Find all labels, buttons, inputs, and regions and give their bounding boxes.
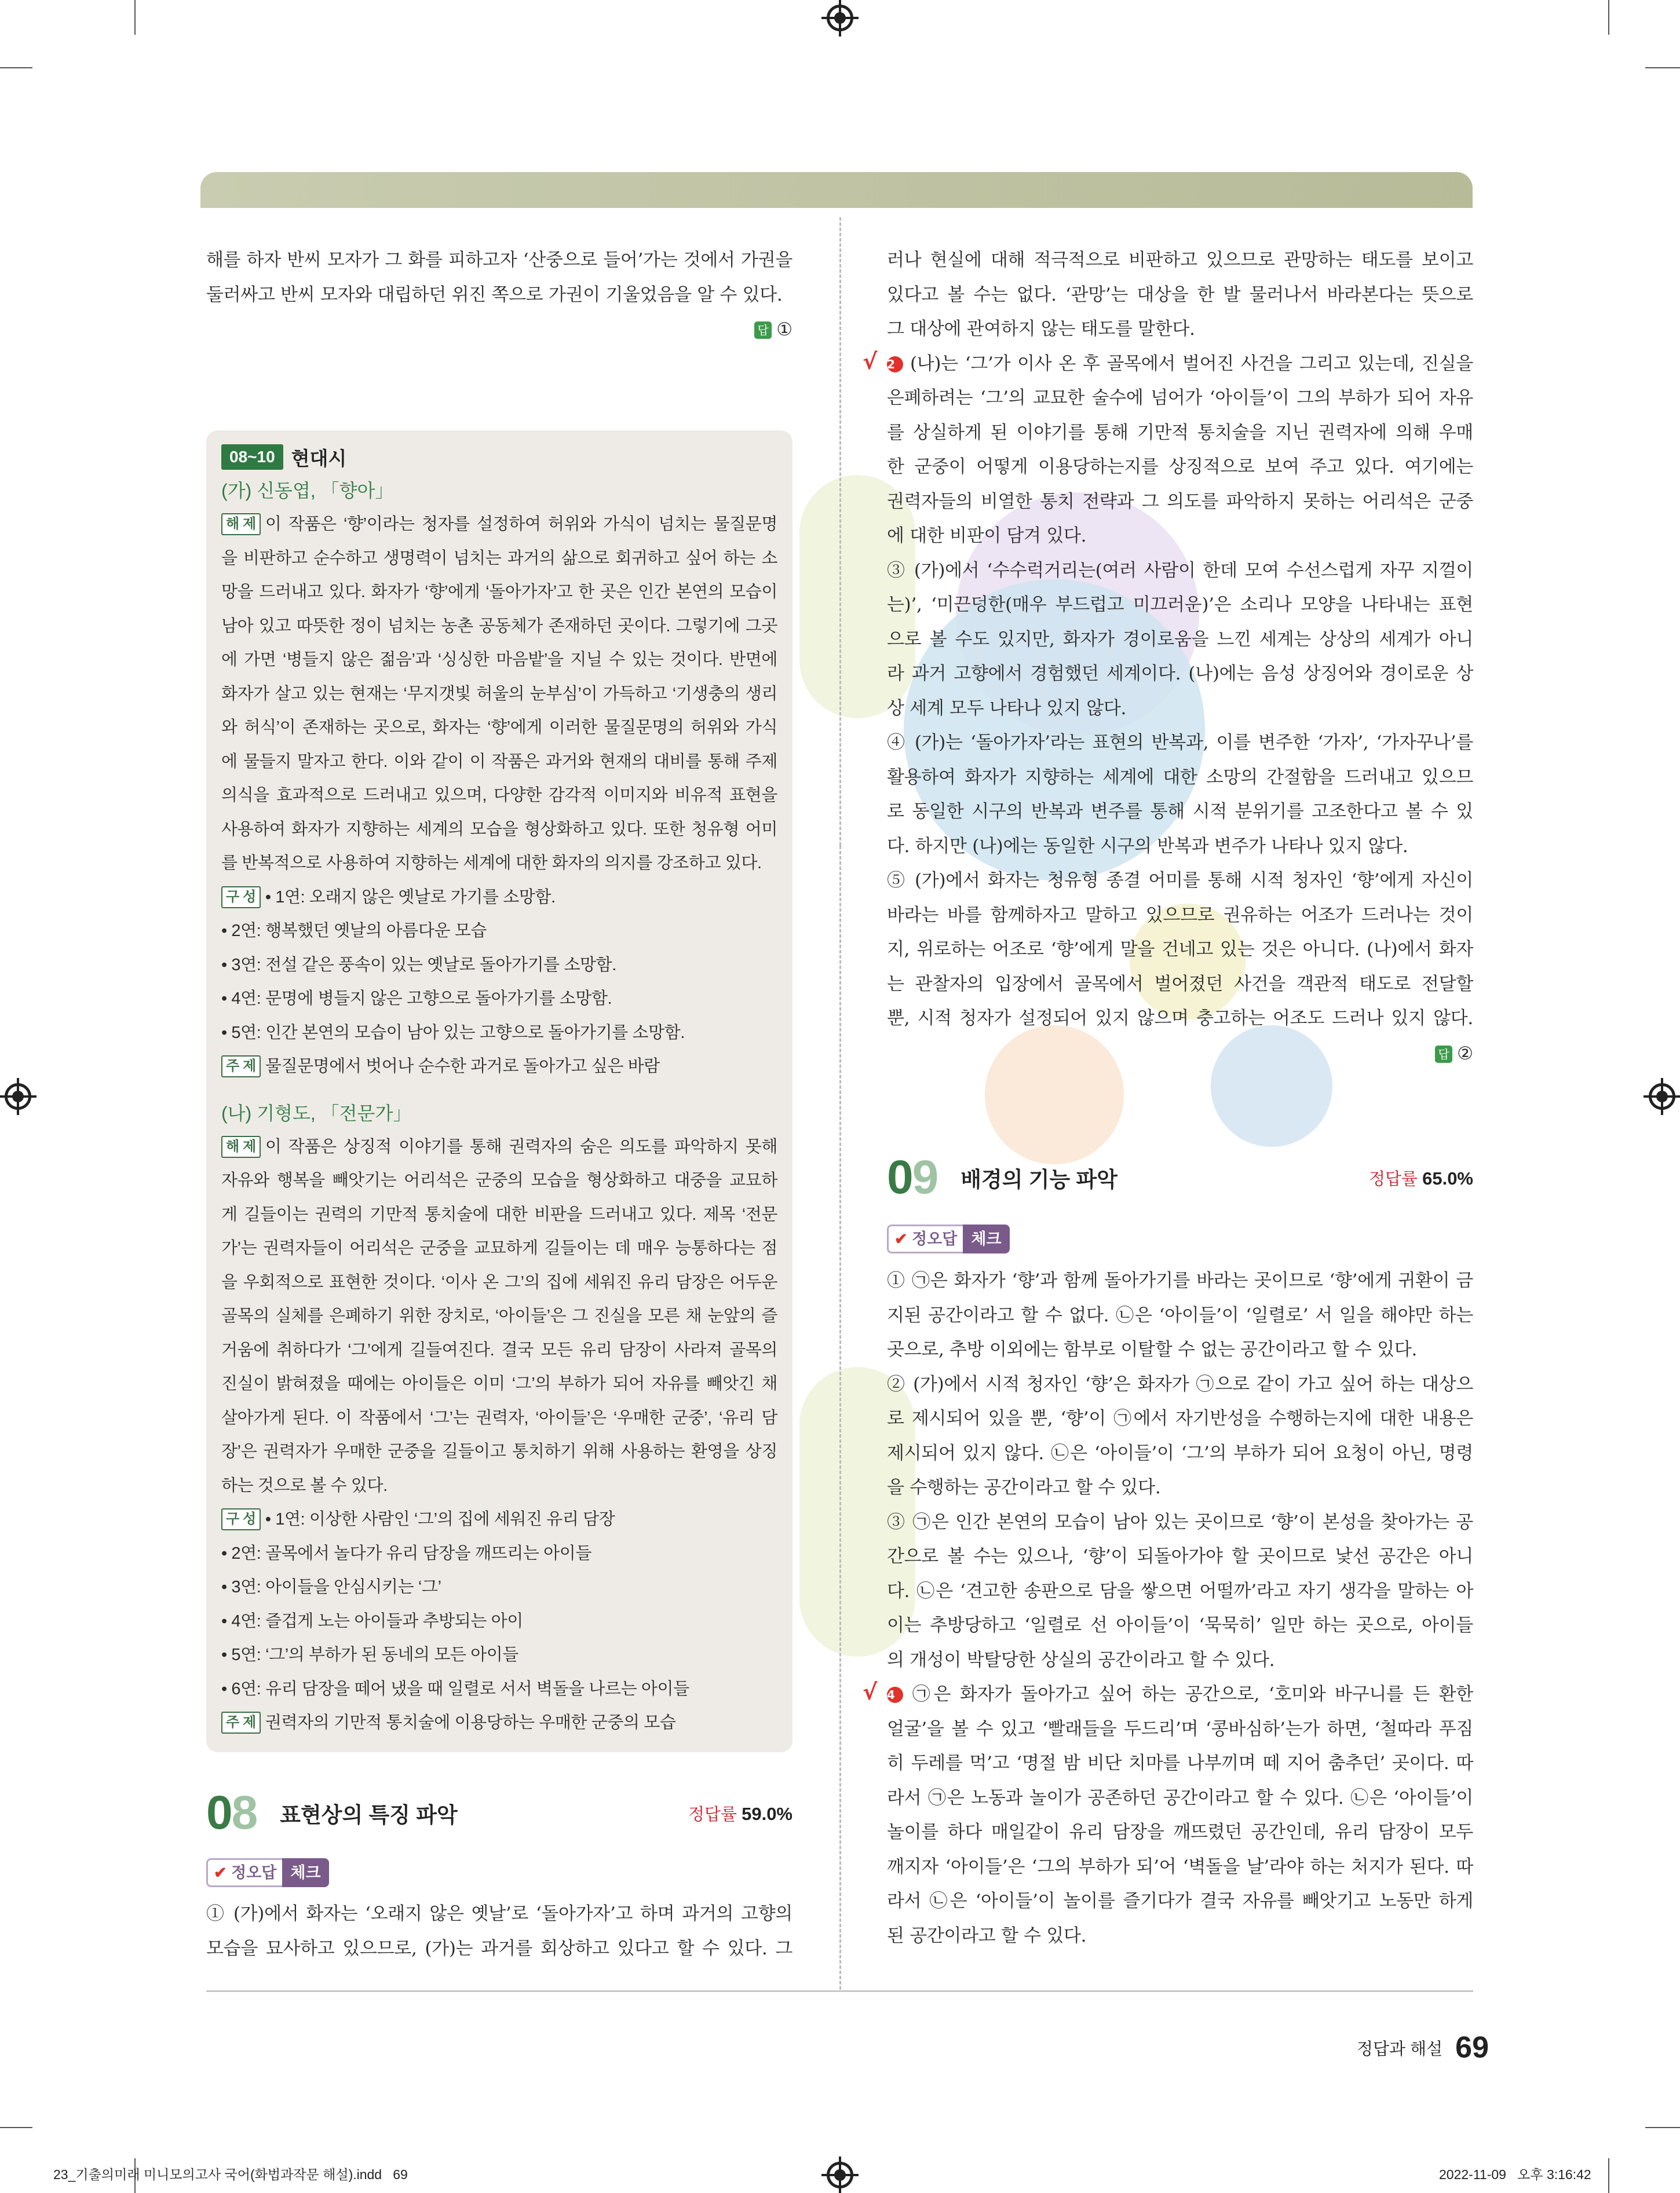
answer-check-badge xyxy=(887,1225,1010,1253)
list-item: • 2연: 골목에서 놀다가 유리 담장을 깨뜨리는 아이들 xyxy=(221,1544,592,1563)
text-line: 다. 하지만 (나)에는 동일한 시구의 반복과 변주가 나타나 있지 않다. xyxy=(887,835,1408,857)
crop-mark xyxy=(1608,2158,1609,2193)
text-line: 의 개성이 박탈당한 상실의 공간이라고 할 수 있다. xyxy=(887,1649,1275,1671)
question-number: 09 xyxy=(887,1151,938,1204)
column-divider xyxy=(839,846,841,1990)
text-line: √ 4 ㉠은 화자가 돌아가고 싶어 하는 공간으로, ‘호미와 바구니를 든 환한 xyxy=(887,1677,1473,1712)
text-line: 살아가게 된다. 이 작품에서 ‘그’는 권력자, ‘아이들’은 ‘우매한 군중’, ‘유리 담 xyxy=(221,1408,777,1427)
text-line: 으로 볼 수도 있지만, 화자가 경이로움을 느낀 세계는 상상의 세계가 아니 xyxy=(887,628,1473,650)
check-mark-icon: √ xyxy=(863,1679,878,1705)
text-line: 뿐, 시적 청자가 설정되어 있지 않으며 충고하는 어조도 드러나 있지 않다. xyxy=(887,1008,1473,1029)
list-item: 구 성 • 1연: 이상한 사람인 ‘그’의 집에 세워진 유리 담장 xyxy=(221,1503,777,1537)
correct-choice-number: 2 xyxy=(887,356,903,372)
text-line: 간으로 볼 수는 있으나, ‘향’이 되돌아가야 할 곳이므로 낯선 공간은 아니 xyxy=(887,1546,1473,1567)
text-line: 해를 하자 반씨 모자가 그 화를 피하고자 ‘산중으로 들어’가는 것에서 가권을 xyxy=(206,250,792,271)
text-line: 골목의 실체를 은폐하기 위한 장치로, ‘아이들’은 그 진실을 모른 채 눈앞의 즐 xyxy=(221,1307,777,1325)
answer-line xyxy=(887,1036,1473,1071)
juje-chip: 주 제 xyxy=(221,1712,261,1734)
answer-value: ① xyxy=(776,319,792,340)
check-icon: ✔ xyxy=(214,1864,227,1881)
list-item: • 5연: 인간 본연의 모습이 남아 있는 고향으로 돌아가기를 소망함. xyxy=(221,1023,685,1042)
text-line: 제시되어 있지 않다. ㉡은 ‘아이들’이 ‘그’의 부하가 되어 요청이 아닌, 명령 xyxy=(887,1442,1473,1464)
theme-line: 주 제 물질문명에서 벗어나 순수한 과거로 돌아가고 싶은 바람 xyxy=(221,1050,777,1084)
list-item: • 6연: 유리 담장을 떼어 냈을 때 일렬로 서서 벽돌을 나르는 아이들 xyxy=(221,1679,689,1698)
haeje-chip: 해 제 xyxy=(221,1136,261,1158)
correct-choice-number: 4 xyxy=(887,1687,903,1703)
text-line: 자유와 행복을 빼앗기는 어리석은 군중의 모습을 형상화하고 대중을 교묘하 xyxy=(221,1171,777,1190)
text-line: 곳으로, 추방 이외에는 함부로 이탈할 수 없는 공간이라고 할 수 있다. xyxy=(887,1339,1418,1360)
text-line: 을 비판하고 순수하고 생명력이 넘치는 과거의 삶으로 회귀하고 싶어 하는 소 xyxy=(221,549,777,568)
registration-mark-icon xyxy=(827,2162,853,2188)
text-line: 얼굴’을 볼 수 있고 ‘빨래들을 두드리’며 ‘콩바심하’는가 하면, ‘철따라 푸짐 xyxy=(887,1718,1473,1739)
answer-value: ② xyxy=(1457,1043,1473,1064)
text-line: 사용하여 화자가 지향하는 세계의 모습을 형상화하고 있다. 또한 청유형 어미 xyxy=(221,820,777,839)
registration-mark-icon xyxy=(5,1083,31,1110)
badge-label: ✔ 정오답 xyxy=(206,1858,282,1887)
answer-label: 답 xyxy=(1435,1046,1452,1063)
text-line: 는 관찰자의 입장에서 골목에서 벌어졌던 사건을 객관적 태도로 전달할 xyxy=(887,973,1473,995)
text-line: 상 세계 모두 나타나 있지 않다. xyxy=(887,697,1127,719)
text-line: 모습을 묘사하고 있으므로, (가)는 과거를 회상하고 있다고 할 수 있다. 그 xyxy=(206,1938,792,1959)
page-footer xyxy=(1274,2027,1489,2068)
guseong-chip: 구 성 xyxy=(221,886,261,908)
accuracy-rate: 정답률 65.0% xyxy=(1368,1168,1473,1189)
text-line: 을 수행하는 공간이라고 할 수 있다. xyxy=(887,1477,1161,1498)
text-line: 에 물들지 말자고 한다. 이와 같이 이 작품은 과거와 현재의 대비를 통해 주제 xyxy=(221,752,777,771)
text-line: ① (가)에서 화자는 ‘오래지 않은 옛날’로 ‘돌아가자’고 하며 과거의 고향의 xyxy=(206,1903,792,1924)
crop-mark xyxy=(134,0,136,35)
text-line: 남아 있고 따뜻한 정이 넘치는 농촌 공동체가 존재하던 곳이다. 그렇기에 그곳 xyxy=(221,616,777,635)
theme-line: 주 제 권력자의 기만적 통치술에 이용당하는 우매한 군중의 모습 xyxy=(221,1706,777,1740)
crop-mark xyxy=(0,67,32,68)
text-line: 둘러싸고 반씨 모자와 대립하던 위진 쪽으로 가권이 기울었음을 알 수 있다. xyxy=(206,284,783,305)
text-line: ④ (가)는 ‘돌아가자’라는 표현의 반복과, 이를 변주한 ‘가자’, ‘가자꾸나’를 xyxy=(887,732,1473,753)
text-line: 된 공간이라고 할 수 있다. xyxy=(887,1925,1087,1946)
list-item: • 3연: 전설 같은 풍속이 있는 옛날로 돌아가기를 소망함. xyxy=(221,955,616,974)
badge-check: 체크 xyxy=(282,1858,328,1887)
haeje-chip: 해 제 xyxy=(221,513,261,535)
text-line: 라서 ㉡은 ‘아이들’이 놀이를 즐기다가 결국 자유를 빼앗기고 노동만 하게 xyxy=(887,1891,1473,1911)
accuracy-rate: 정답률 59.0% xyxy=(688,1803,792,1824)
question-08-body xyxy=(206,1897,792,1966)
text-line: 을 우회적으로 표현한 것이다. ‘이사 온 그’의 집에 세워진 유리 담장은 어두운 xyxy=(221,1273,777,1292)
question-number: 08 xyxy=(206,1786,257,1839)
crop-mark xyxy=(1645,67,1680,68)
registration-mark-icon xyxy=(827,5,853,31)
text-line: 를 반복적으로 사용하여 지향하는 세계에 대한 화자의 의지를 강조하고 있다. xyxy=(221,854,762,872)
question-09-header xyxy=(887,1149,1473,1207)
text-line: 라 과거 고향에서 경험했던 세계이다. (나)에는 음성 상징어와 경이로운 상 xyxy=(887,663,1473,684)
slug-file: 23_기출의미래 미니모의고사 국어(화법과작문 해설).indd 69 xyxy=(53,2167,408,2182)
bottom-rule xyxy=(206,1990,1473,1992)
text-line: 의식을 효과적으로 드러내고 있으며, 다양한 감각적 이미지와 비유적 표현을 xyxy=(221,786,777,805)
text-line: 있다고 볼 수는 없다. ‘관망’는 대상을 한 발 물러나서 바라본다는 뜻으로 xyxy=(887,284,1473,305)
text-line: 에 가면 ‘병들지 않은 젊음’과 ‘싱싱한 마음밭’을 지닐 수 있는 것이다. 반면에 xyxy=(221,650,777,669)
text-line: 해 제 이 작품은 ‘향’이라는 청자를 설정하여 허위와 가식이 넘치는 물질문명 xyxy=(221,507,777,542)
text-line: 깨지자 ‘아이들’은 ‘그의 부하가 되’어 ‘벽돌을 날’라야 하는 처지가 된다. 따 xyxy=(887,1856,1473,1877)
answer-label: 답 xyxy=(754,321,772,339)
text-line: 에 대한 비판이 담겨 있다. xyxy=(887,525,1087,546)
text-line: 게 길들이는 권력의 기만적 통치술에 대한 비판을 드러내고 있다. 제목 ‘전문 xyxy=(221,1205,777,1224)
question-title: 배경의 기능 파악 xyxy=(960,1168,1117,1191)
juje-chip: 주 제 xyxy=(221,1055,261,1077)
registration-mark-icon xyxy=(1649,1083,1675,1110)
list-item: 구 성 • 1연: 오래지 않은 옛날로 가기를 소망함. xyxy=(221,880,777,915)
poem-b-title: (나) 기형도, 「전문가」 xyxy=(221,1102,412,1124)
text-line: 그 대상에 관여하지 않는 태도를 말한다. xyxy=(887,319,1195,339)
text-line: 라서 ㉠은 노동과 놀이가 공존하던 공간이라고 할 수 있다. ㉡은 ‘아이들’이 xyxy=(887,1787,1473,1808)
text-line: 화자가 살고 있는 현재는 ‘무지갯빛 허울의 눈부심’이 가득하고 ‘기생충의 생리 xyxy=(221,684,777,703)
text-line: 하는 것으로 볼 수 있다. xyxy=(221,1476,388,1495)
text-line: 지, 위로하는 어조로 ‘향’에게 말을 건네고 있는 것은 아니다. (나)에서 화자 xyxy=(887,939,1473,960)
text-line: 해 제 이 작품은 상징적 이야기를 통해 권력자의 숨은 의도를 파악하지 못해 xyxy=(221,1130,777,1164)
text-line: 로 동일한 시구의 반복과 변주를 통해 시적 분위기를 고조한다고 볼 수 있 xyxy=(887,801,1473,822)
text-line: ③ (가)에서 ‘수수럭거리는(여러 사람이 한데 모여 수선스럽게 자꾸 지껄이 xyxy=(887,560,1473,581)
text-line: ⑤ (가)에서 화자는 청유형 종결 어미를 통해 시적 청자인 ‘향’에게 자신이 xyxy=(887,870,1473,891)
text-line: 이는 추방당하고 ‘일렬로 선 아이들’이 ‘묵묵히’ 일만 하는 곳으로, 아이들 xyxy=(887,1615,1473,1636)
slug-date: 2022-11-09 오후 3:16:42 xyxy=(1439,2167,1591,2182)
crop-mark xyxy=(1608,0,1609,35)
badge-label: ✔ 정오답 xyxy=(887,1225,963,1253)
section-title: 현대시 xyxy=(291,447,347,469)
text-line: 장’은 권력자가 우매한 군중을 길들이고 통치하기 위해 사용하는 환영을 상징 xyxy=(221,1442,777,1461)
check-mark-icon: √ xyxy=(863,348,878,374)
crop-mark xyxy=(1645,2127,1680,2128)
badge-check: 체크 xyxy=(963,1225,1009,1253)
text-line: 와 허식’이 존재하는 곳으로, 화자는 ‘향’에게 이러한 물질문명의 허위와 가식 xyxy=(221,718,777,737)
answer-check-badge xyxy=(206,1858,329,1887)
poem-a-title: (가) 신동엽, 「향아」 xyxy=(221,480,394,501)
question-08-header xyxy=(206,1784,792,1842)
list-item: • 3연: 아이들을 안심시키는 ‘그’ xyxy=(221,1578,441,1596)
text-line: √ 2 (나)는 ‘그’가 이사 온 후 골목에서 벌어진 사건을 그리고 있는데, 진실을 xyxy=(887,347,1473,382)
answer-line xyxy=(206,312,792,347)
text-line: 망을 드러내고 있다. 화자가 ‘향’에게 ‘돌아가자’고 한 곳은 인간 본연의 모습이 xyxy=(221,583,777,601)
list-item: • 4연: 즐겁게 노는 아이들과 추방되는 아이 xyxy=(221,1611,523,1631)
guseong-chip: 구 성 xyxy=(221,1508,261,1530)
text-line: 다. ㉡은 ‘견고한 송판으로 담을 쌓으면 어떨까’라고 자기 생각을 말하는 아 xyxy=(887,1580,1473,1602)
question-09-body xyxy=(863,1264,1474,1953)
text-line: 는)’, ‘미끈덩한(매우 부드럽고 미끄러운)’은 소리나 모양을 나타내는 표현 xyxy=(887,594,1473,615)
crop-mark xyxy=(0,2127,32,2128)
list-item: • 5연: ‘그’의 부하가 된 동네의 모든 아이들 xyxy=(221,1646,519,1664)
right-top xyxy=(863,243,1473,1071)
question-title: 표현상의 특징 파악 xyxy=(280,1803,458,1827)
text-line: 진실이 밝혀졌을 때에는 아이들은 이미 ‘그’의 부하가 되어 자유를 빼앗긴 채 xyxy=(221,1375,777,1393)
text-line: 활용하여 화자가 지향하는 세계에 대한 소망의 간절함을 드러내고 있으므 xyxy=(887,766,1473,788)
left-intro xyxy=(206,243,792,347)
list-item: • 2연: 행복했던 옛날의 아름다운 모습 xyxy=(221,922,487,940)
text-line: 한 군중이 어떻게 이용당하는지를 상징적으로 보여 주고 있다. 여기에는 xyxy=(887,456,1473,477)
footer-label: 정답과 해설 xyxy=(1357,2040,1443,2059)
text-line: ① ㉠은 화자가 ‘향’과 함께 돌아가기를 바라는 곳이므로 ‘향’에게 귀환이 금 xyxy=(887,1270,1473,1291)
text-line: 거움에 취하다가 ‘그’에게 길들여진다. 결국 모든 유리 담장이 사라져 골목의 xyxy=(221,1340,777,1359)
text-line: 권력자들의 비열한 통치 전략과 그 의도를 파악하지 못하는 어리석은 군중 xyxy=(887,491,1473,512)
text-line: 로 제시되어 있을 뿐, ‘향’이 ㉠에서 자기반성을 수행하는지에 대한 내용은 xyxy=(887,1408,1473,1429)
text-line: ② (가)에서 시적 청자인 ‘향’은 화자가 ㉠으로 같이 가고 싶어 하는 대상으 xyxy=(887,1373,1474,1395)
text-line: 가’는 권력자들이 어리석은 군중을 교묘하게 길들이는 데 매우 능통하다는 점 xyxy=(221,1239,777,1258)
section-tag: 08~10 xyxy=(221,444,283,470)
text-line: 놀이를 하다 매일같이 유리 담장을 깨뜨렸던 공간인데, 유리 담장이 모두 xyxy=(887,1822,1473,1843)
box-header xyxy=(221,440,777,474)
text-line: 히 두레를 먹’고 ‘명절 밤 비단 치마를 나부끼며 떼 지어 춤추던’ 곳이다. 따 xyxy=(887,1753,1473,1774)
list-item: • 4연: 문명에 병들지 않은 고향으로 돌아가기를 소망함. xyxy=(221,989,612,1008)
text-line: 지된 공간이라고 할 수 없다. ㉡은 ‘아이들’이 ‘일렬로’ 서 일을 해야만 하는 xyxy=(887,1304,1473,1326)
text-line: 를 상실하게 된 이야기를 통해 기만적 통치술을 지닌 권력자에 의해 우매 xyxy=(887,422,1473,443)
header-bar xyxy=(200,172,1473,208)
column-divider xyxy=(839,217,841,846)
text-line: 러나 현실에 대해 적극적으로 비판하고 있으므로 관망하는 태도를 보이고 xyxy=(887,250,1473,271)
text-line: 바라는 바를 함께하자고 말하고 있으므로 권유하는 어조가 드러나는 것이 xyxy=(887,904,1473,926)
text-line: ③ ㉠은 인간 본연의 모습이 남아 있는 곳이므로 ‘향’이 본성을 찾아가는 공 xyxy=(887,1511,1473,1533)
text-line: 은폐하려는 ‘그’의 교묘한 술수에 넘어가 ‘아이들’이 그의 부하가 되어 자유 xyxy=(887,388,1473,408)
poem-commentary-content xyxy=(221,440,777,1740)
check-icon: ✔ xyxy=(894,1230,908,1248)
page-number: 69 xyxy=(1455,2031,1489,2064)
